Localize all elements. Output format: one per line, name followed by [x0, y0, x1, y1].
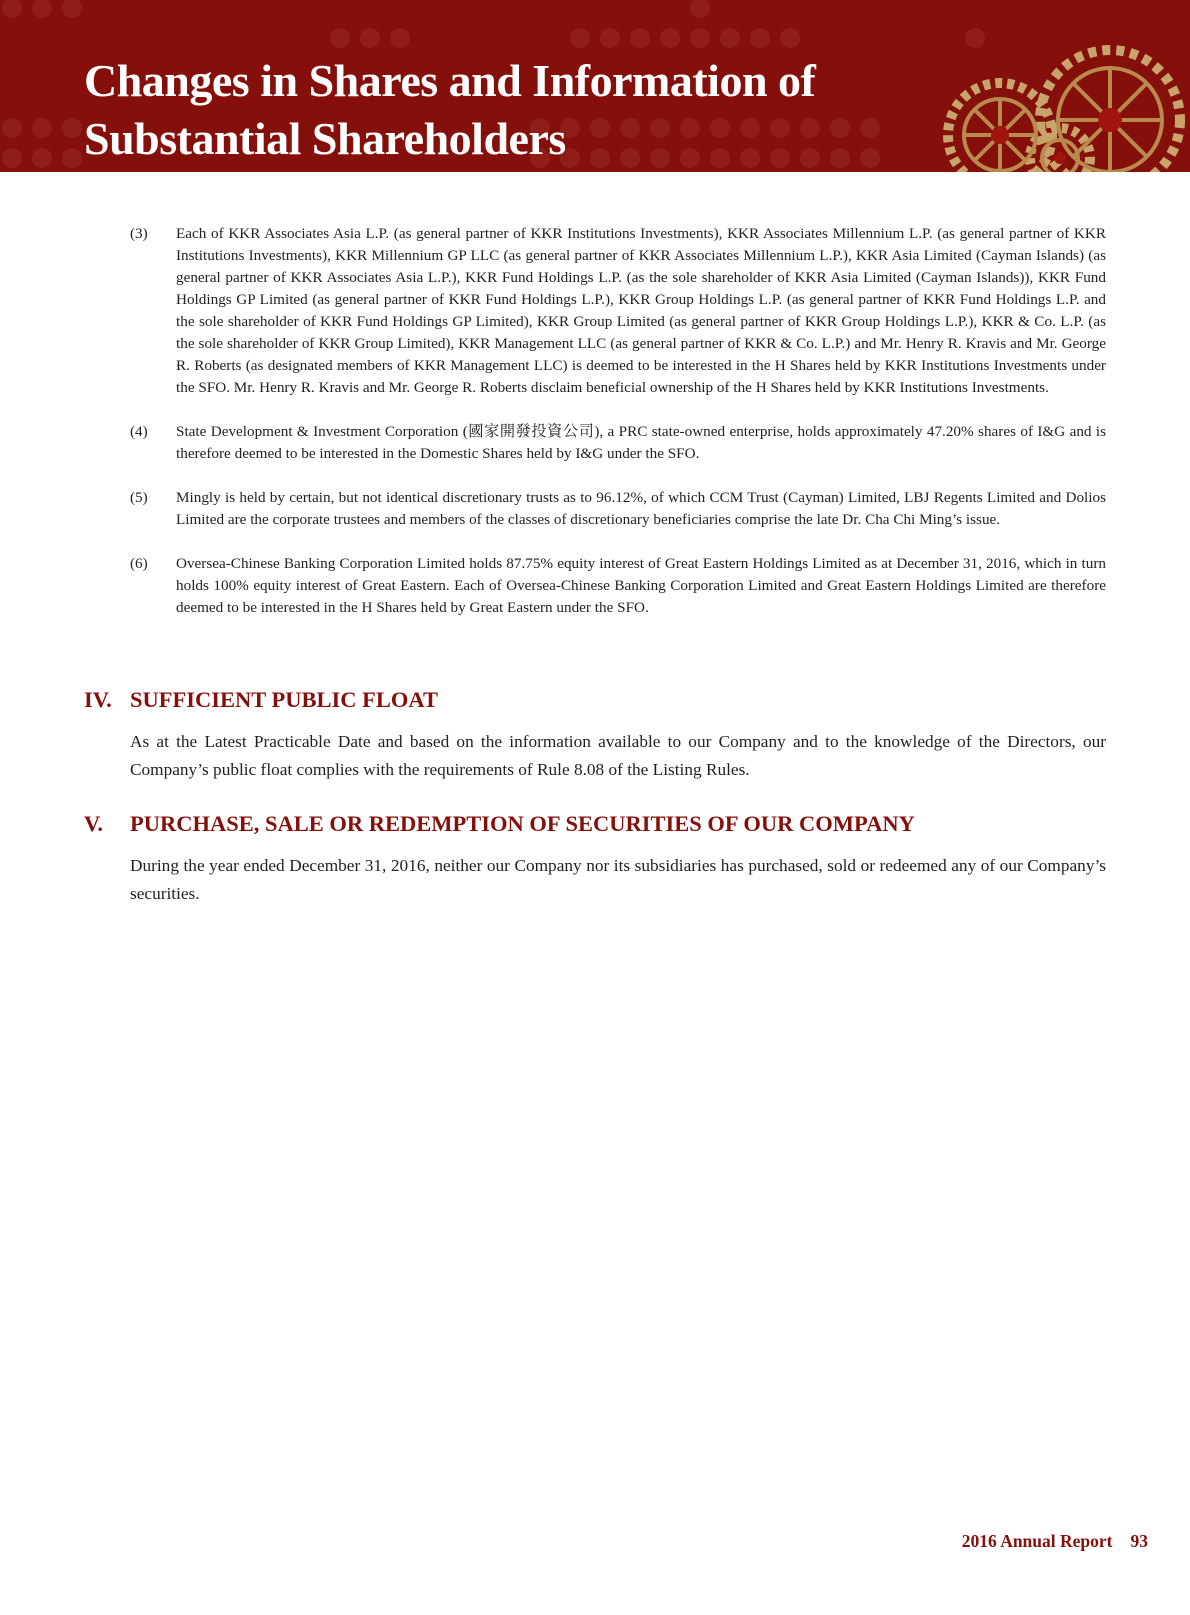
- note-number: (3): [130, 225, 148, 242]
- section-body-public-float: As at the Latest Practicable Date and based on the information available to our Company and to the knowledge of the Directors, our Company’s public float complies with the requirements of Rule 8.08 of the Listing Rules.: [130, 732, 1106, 779]
- gears-illustration: [910, 40, 1190, 172]
- section-title: SUFFICIENT PUBLIC FLOAT: [130, 687, 438, 712]
- section-body-purchase-sale: During the year ended December 31, 2016, neither our Company nor its subsidiaries has purchased, sold or redeemed any of our Company’s securities.: [130, 856, 1106, 903]
- note-item: [130, 223, 1106, 399]
- note-text: State Development & Investment Corporation (國家開發投資公司), a PRC state-owned enterprise, holds approximately 47.20% shares of I&G and is therefore deemed to be interested in the Domestic Shares held by I&G under the SFO.: [176, 423, 1106, 462]
- section-number: IV.: [84, 687, 112, 712]
- header-banner: [0, 0, 1190, 172]
- note-number: (4): [130, 423, 148, 440]
- section-heading-purchase-sale: [84, 810, 915, 838]
- page-footer: [962, 1530, 1148, 1552]
- note-number: (5): [130, 489, 148, 506]
- note-text: Mingly is held by certain, but not identical discretionary trusts as to 96.12%, of which CCM Trust (Cayman) Limited, LBJ Regents Limited and Dolios Limited are the corporate trustees and members of the classes of discretionary beneficiaries comprise the late Dr. Cha Chi Ming’s issue.: [176, 489, 1106, 528]
- section-title: PURCHASE, SALE OR REDEMPTION OF SECURITIES OF OUR COMPANY: [130, 811, 915, 836]
- page-title-line-1: Changes in Shares and Information of: [84, 55, 816, 106]
- note-item: [130, 487, 1106, 531]
- section-heading-public-float: [84, 686, 438, 714]
- notes-list: [130, 223, 1106, 641]
- note-text: Oversea-Chinese Banking Corporation Limited holds 87.75% equity interest of Great Eastern Holdings Limited as at December 31, 2016, which in turn holds 100% equity interest of Great Eastern. Each of Oversea-Chinese Banking Corporation Limited and Great Eastern Holdings Limited are therefore deemed to be interested in the H Shares held by Great Eastern under the SFO.: [176, 555, 1106, 616]
- note-item: [130, 421, 1106, 465]
- note-number: (6): [130, 555, 148, 572]
- note-item: [130, 553, 1106, 619]
- page-number: 93: [1130, 1531, 1148, 1551]
- page-title: [84, 52, 815, 168]
- page-title-line-2: Substantial Shareholders: [84, 113, 566, 164]
- report-label: 2016 Annual Report: [961, 1531, 1113, 1551]
- note-text: Each of KKR Associates Asia L.P. (as general partner of KKR Institutions Investments), KKR Associates Millennium L.P. (as general partner of KKR Institutions Investments), KKR Millennium GP LLC (as general partner of KKR Associates Millennium L.P.), KKR Asia Limited (Cayman Islands) (as general partner of KKR Associates Asia L.P.), KKR Fund Holdings L.P. (as the sole shareholder of KKR Asia Limited (Cayman Islands)), KKR Fund Holdings GP Limited (as general partner of KKR Fund Holdings L.P.), KKR Group Holdings L.P. (as general partner of KKR Fund Holdings L.P. and the sole shareholder of KKR Fund Holdings GP Limited), KKR Group Limited (as general partner of KKR Group Holdings L.P.), KKR & Co. L.P. (as the sole shareholder of KKR Group Limited), KKR Management LLC (as general partner of KKR & Co. L.P.) and Mr. Henry R. Kravis and Mr. George R. Roberts (as designated members of KKR Management LLC) is deemed to be interested in the H Shares held by KKR Institutions Investments under the SFO. Mr. Henry R. Kravis and Mr. George R. Roberts disclaim beneficial ownership of the H Shares held by KKR Institutions Investments.: [176, 225, 1106, 396]
- section-number: V.: [84, 811, 103, 836]
